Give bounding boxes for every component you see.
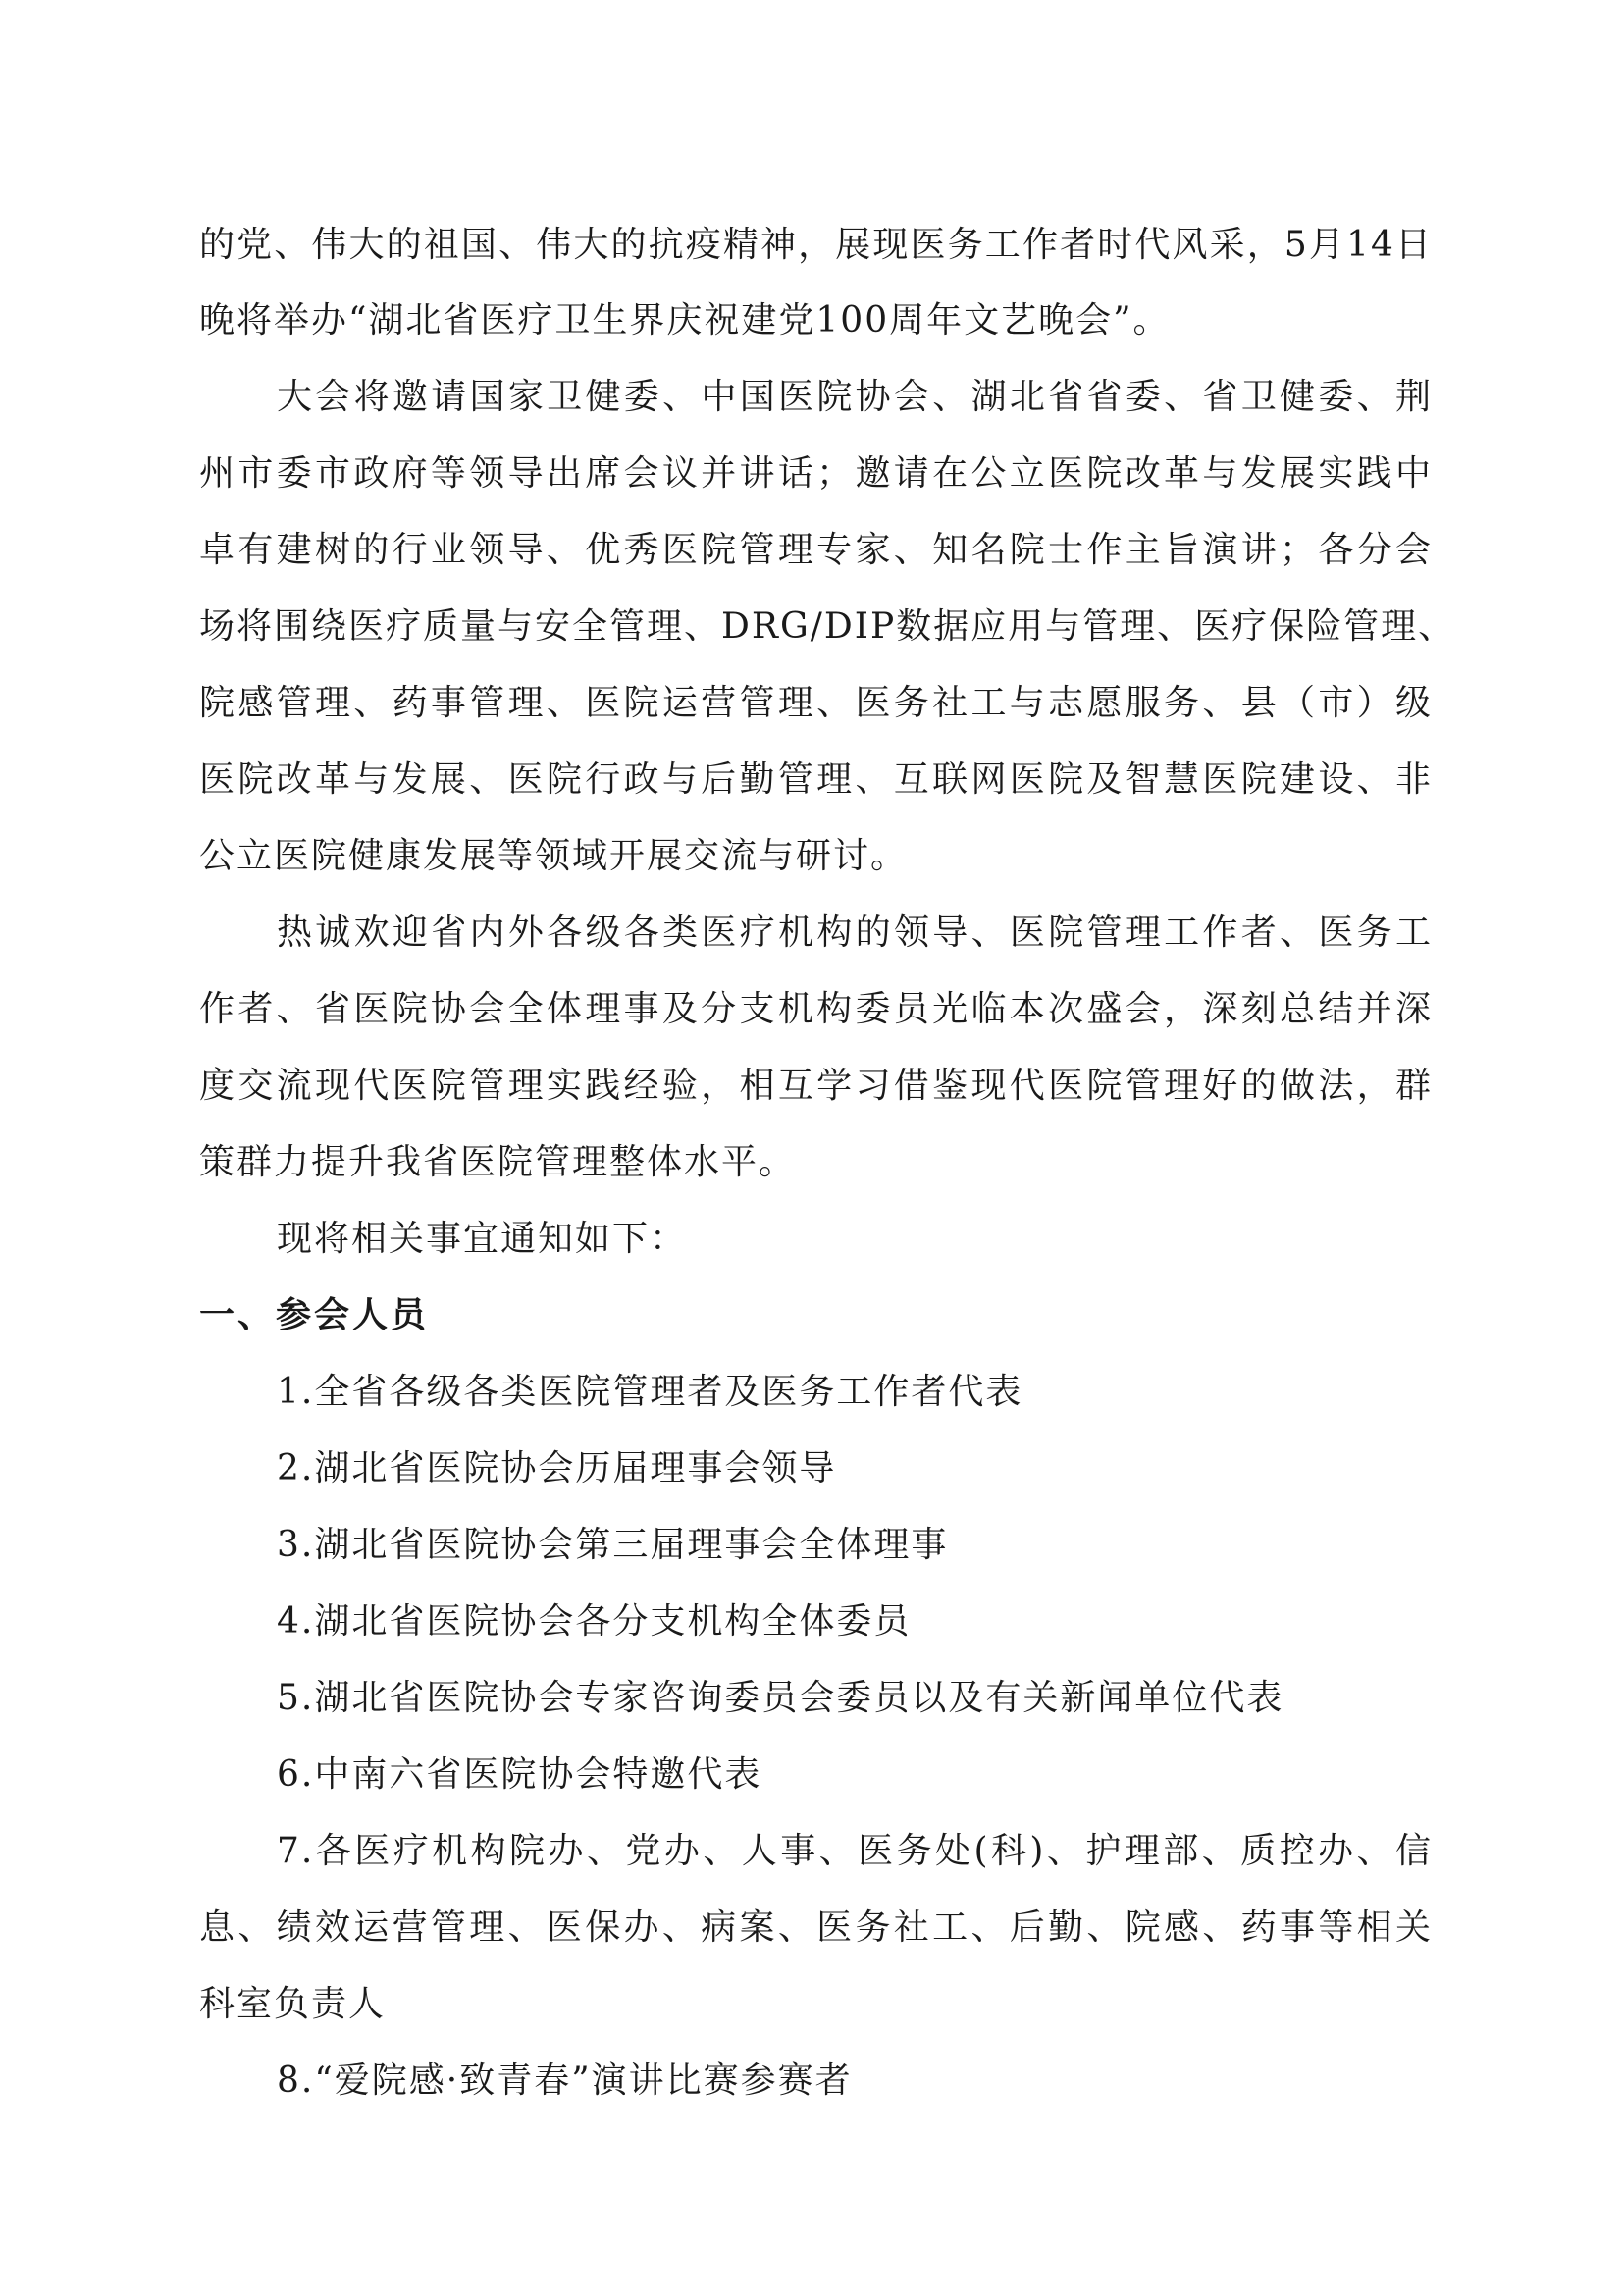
list-item: 4.湖北省医院协会各分支机构全体委员 [277,1601,912,1642]
list-item: 3.湖北省医院协会第三届理事会全体理事 [277,1525,949,1565]
list-item-7-line-3: 科室负责人 [199,1984,387,2024]
paragraph-3-line-3: 度交流现代医院管理实践经验，相互学习借鉴现代医院管理好的做法，群 [199,1066,1433,1106]
list-item-7-line-1: 7.各医疗机构院办、党办、人事、医务处(科)、护理部、质控办、信 [277,1831,1433,1871]
list-item-7-line-2: 息、绩效运营管理、医保办、病案、医务社工、后勤、院感、药事等相关 [199,1907,1433,1948]
list-item: 5.湖北省医院协会专家咨询委员会委员以及有关新闻单位代表 [277,1678,1284,1718]
paragraph-2-line-5: 院感管理、药事管理、医院运营管理、医务社工与志愿服务、县（市）级 [199,683,1433,723]
paragraph-2-line-1: 大会将邀请国家卫健委、中国医院协会、湖北省省委、省卫健委、荆 [277,377,1433,417]
paragraph-4-line-1: 现将相关事宜通知如下： [277,1219,688,1259]
list-item: 1.全省各级各类医院管理者及医务工作者代表 [277,1372,1023,1412]
list-item-8: 8.“爱院感·致青春”演讲比赛参赛者 [277,2060,853,2101]
paragraph-2-line-6: 医院改革与发展、医院行政与后勤管理、互联网医院及智慧医院建设、非 [199,759,1433,800]
paragraph-2-line-3: 卓有建树的行业领导、优秀医院管理专家、知名院士作主旨演讲；各分会 [199,530,1433,570]
paragraph-3-line-1: 热诚欢迎省内外各级各类医疗机构的领导、医院管理工作者、医务工 [277,913,1433,953]
paragraph-3-line-4: 策群力提升我省医院管理整体水平。 [199,1142,797,1182]
paragraph-2-line-7: 公立医院健康发展等领域开展交流与研讨。 [199,836,909,876]
list-item: 6.中南六省医院协会特邀代表 [277,1754,762,1795]
paragraph-3-line-2: 作者、省医院协会全体理事及分支机构委员光临本次盛会，深刻总结并深 [199,989,1433,1029]
section-1-heading: 一、参会人员 [199,1295,430,1335]
list-item: 2.湖北省医院协会历届理事会领导 [277,1448,837,1488]
paragraph-2-line-4: 场将围绕医疗质量与安全管理、DRG/DIP数据应用与管理、医疗保险管理、 [199,606,1456,647]
paragraph-1-line-1: 的党、伟大的祖国、伟大的抗疫精神，展现医务工作者时代风采，5月14日 [199,225,1433,265]
paragraph-2-line-2: 州市委市政府等领导出席会议并讲话；邀请在公立医院改革与发展实践中 [199,453,1433,494]
paragraph-1-line-2: 晚将举办“湖北省医疗卫生界庆祝建党100周年文艺晚会”。 [199,300,1171,340]
